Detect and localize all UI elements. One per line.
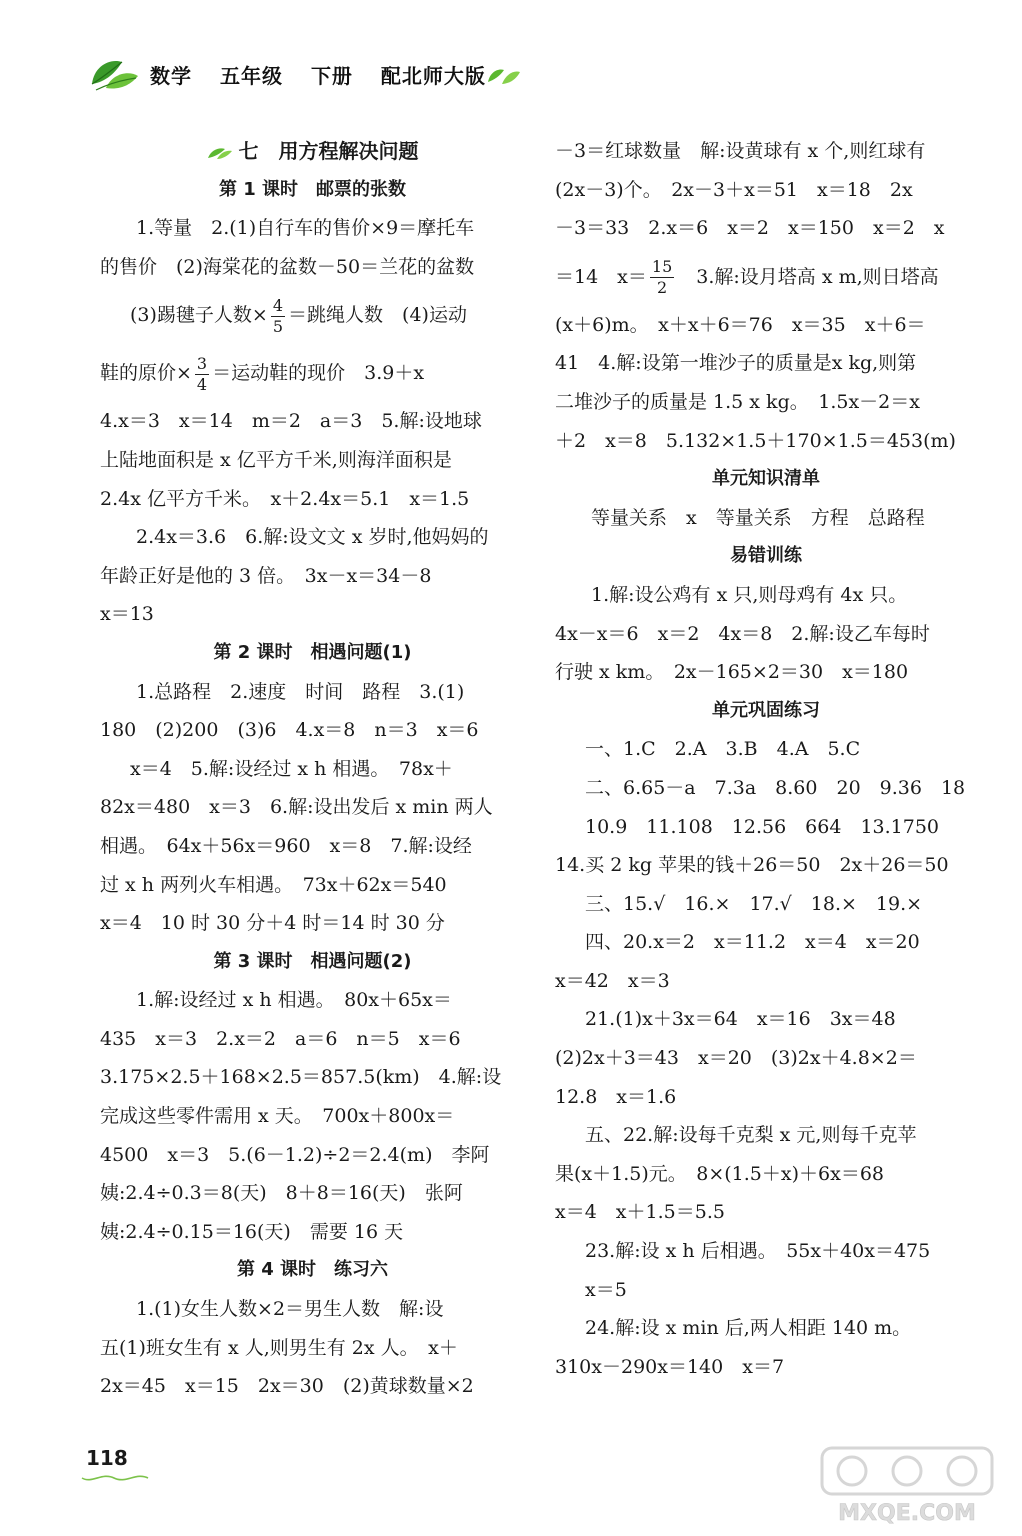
page-number: 118: [86, 1446, 128, 1470]
line-text: 一、1.C 2.A 3.B 4.A 5.C: [585, 738, 861, 761]
answer-line: [555, 499, 977, 538]
answer-line: [100, 981, 525, 1020]
fraction-numerator: 15: [651, 257, 673, 277]
line-text: 果(x＋1.5)元。 8×(1.5＋x)＋6x＝68: [555, 1162, 885, 1185]
answer-line: [555, 1078, 977, 1117]
line-text: (2x－3)个。 2x－3＋x＝51 x＝18 2x: [555, 178, 913, 201]
fraction-numerator: 3: [196, 353, 208, 373]
line-text: 1.(1)女生人数×2＝男生人数 解:设: [136, 1298, 444, 1321]
answer-line: [100, 344, 525, 402]
page-header: [88, 52, 538, 98]
answer-line: [555, 306, 977, 345]
fraction: [650, 257, 674, 298]
line-text: 完成这些零件需用 x 天。 700x＋800x＝: [100, 1105, 455, 1128]
answer-line: [555, 1039, 977, 1078]
line-text: 单元知识清单: [712, 468, 820, 490]
footer-swirl-icon: [80, 1472, 150, 1484]
line-text: 2x＝45 x＝15 2x＝30 (2)黄球数量×2: [100, 1375, 474, 1398]
answer-line: [100, 750, 525, 789]
line-text: 五、22.解:设每千克梨 x 元,则每千克苹: [585, 1124, 917, 1147]
line-text: 435 x＝3 2.x＝2 a＝6 n＝5 x＝6: [100, 1027, 461, 1050]
section-heading: [100, 943, 525, 982]
line-text: 82x＝480 x＝3 6.解:设出发后 x min 两人: [100, 796, 493, 819]
line-text: x＝42 x＝3: [555, 969, 670, 992]
answer-line: [100, 1136, 525, 1175]
header-volume: 下册: [310, 64, 353, 88]
small-leaves-icon: [486, 64, 522, 86]
answer-line: [555, 846, 977, 885]
answer-line: [100, 866, 525, 905]
line-text: 二、6.65－a 7.3a 8.60 20 9.36 18: [585, 776, 966, 799]
answer-line: [555, 422, 977, 461]
answer-line: [555, 1000, 977, 1039]
line-text: 4.x＝3 x＝14 m＝2 a＝3 5.解:设地球: [100, 410, 482, 433]
line-text: 二堆沙子的质量是 1.5 x kg。 1.5x－2＝x: [555, 390, 920, 413]
answer-line: [100, 1097, 525, 1136]
answer-line: [100, 1058, 525, 1097]
line-text: －3＝33 2.x＝6 x＝2 x＝150 x＝2 x: [555, 217, 945, 240]
line-text: 年龄正好是他的 3 倍。 3x－x＝34－8: [100, 564, 432, 587]
line-text: 姨:2.4÷0.15＝16(天) 需要 16 天: [100, 1220, 404, 1243]
watermark-logo: [812, 1442, 1002, 1526]
line-text: 单元巩固练习: [712, 699, 820, 721]
line-text: (2)2x＋3＝43 x＝20 (3)2x＋4.8×2＝: [555, 1047, 917, 1070]
fraction-denominator: 4: [196, 374, 208, 394]
answer-line: [555, 209, 977, 248]
line-text: 相遇。 64x＋56x＝960 x＝8 7.解:设经: [100, 834, 472, 857]
line-text: x＝4 5.解:设经过 x h 相遇。 78x＋: [130, 757, 453, 780]
line-text: 10.9 11.108 12.56 664 13.1750: [585, 815, 940, 838]
answer-line: [100, 1329, 525, 1368]
line-text: 23.解:设 x h 后相遇。 55x＋40x＝475: [585, 1240, 931, 1263]
answer-line: [100, 480, 525, 519]
answer-line: [100, 673, 525, 712]
answer-line: [555, 1271, 977, 1310]
line-text: 易错训练: [730, 545, 802, 567]
line-text: 1.解:设经过 x h 相遇。 80x＋65x＝: [136, 989, 452, 1012]
answer-line: [555, 344, 977, 383]
fraction-numerator: 4: [272, 295, 284, 315]
line-text: 21.(1)x＋3x＝64 x＝16 3x＝48: [585, 1008, 896, 1031]
answer-line: [555, 171, 977, 210]
line-text: 2.4x＝3.6 6.解:设文文 x 岁时,他妈妈的: [136, 526, 489, 549]
line-text: 七 用方程解决问题: [238, 139, 419, 163]
fraction: [271, 296, 285, 337]
line-text: x＝5: [585, 1278, 627, 1301]
section-heading: [555, 460, 977, 499]
fraction-denominator: 5: [272, 316, 284, 336]
answer-line: [555, 1309, 977, 1348]
leaf-logo-icon: [88, 54, 140, 94]
line-text: 180 (2)200 (3)6 4.x＝8 n＝3 x＝6: [100, 719, 479, 742]
answer-line: [100, 518, 525, 557]
answer-line: [100, 788, 525, 827]
answer-line: [555, 132, 977, 171]
page-footer: [86, 1446, 166, 1486]
section-heading: [100, 171, 525, 210]
section-heading: [555, 692, 977, 731]
answer-line: [555, 383, 977, 422]
answer-line: [100, 711, 525, 750]
line-text: x＝4 10 时 30 分＋4 时＝14 时 30 分: [100, 912, 445, 935]
answer-line: [555, 808, 977, 847]
section-heading: [100, 634, 525, 673]
line-text: ＝跳绳人数 (4)运动: [288, 304, 467, 327]
answer-line: [100, 286, 525, 344]
answer-line: [100, 248, 525, 287]
line-text: 鞋的原价×: [100, 362, 192, 385]
answer-line: [100, 1213, 525, 1252]
line-text: 2.4x 亿平方千米。 x＋2.4x＝5.1 x＝1.5: [100, 487, 470, 510]
fraction-denominator: 2: [656, 278, 668, 298]
line-text: ＝运动鞋的现价 3.9＋x: [212, 362, 425, 385]
answer-line: [100, 1290, 525, 1329]
answer-line: [555, 653, 977, 692]
line-text: ＝14 x＝: [555, 265, 647, 288]
line-text: 行驶 x km。 2x－165×2＝30 x＝180: [555, 661, 909, 684]
header-subject: 数学: [150, 64, 192, 88]
answer-line: [555, 885, 977, 924]
answer-line: [555, 576, 977, 615]
watermark-text: MXQE.COM: [838, 1501, 976, 1526]
header-grade: 五年级: [219, 64, 283, 88]
line-text: 3.解:设月塔高 x m,则日塔高: [677, 265, 939, 288]
answer-line: [100, 827, 525, 866]
line-text: 过 x h 两列火车相遇。 73x＋62x＝540: [100, 873, 447, 896]
line-text: 第 2 课时 相遇问题(1): [213, 641, 412, 663]
line-text: 五(1)班女生有 x 人,则男生有 2x 人。 x＋: [100, 1336, 458, 1359]
section-heading: [555, 537, 977, 576]
line-text: 41 4.解:设第一堆沙子的质量是x kg,则第: [555, 352, 917, 375]
line-text: 1.总路程 2.速度 时间 路程 3.(1): [136, 680, 465, 703]
line-text: 第 4 课时 练习六: [236, 1259, 389, 1281]
answer-line: [100, 209, 525, 248]
line-text: 姨:2.4÷0.3＝8(天) 8＋8＝16(天) 张阿: [100, 1182, 463, 1205]
answer-line: [555, 1348, 977, 1387]
chapter-leaf-icon: [207, 146, 233, 160]
line-text: 第 3 课时 相遇问题(2): [213, 950, 412, 972]
line-text: ＋2 x＝8 5.132×1.5＋170×1.5＝453(m): [555, 429, 956, 452]
line-text: 1.解:设公鸡有 x 只,则母鸡有 4x 只。: [591, 583, 908, 606]
section-heading: [100, 1251, 525, 1290]
left-column: [100, 132, 525, 1406]
line-text: 第 1 课时 邮票的张数: [218, 178, 407, 200]
line-text: 24.解:设 x min 后,两人相距 140 m。: [585, 1317, 912, 1340]
section-heading: [100, 132, 525, 171]
answer-line: [555, 248, 977, 306]
answer-line: [555, 730, 977, 769]
answer-line: [555, 1116, 977, 1155]
line-text: 三、15.√ 16.× 17.√ 18.× 19.×: [585, 892, 923, 915]
line-text: 310x－290x＝140 x＝7: [555, 1355, 785, 1378]
line-text: 的售价 (2)海棠花的盆数－50＝兰花的盆数: [100, 255, 475, 278]
line-text: 上陆地面积是 x 亿平方千米,则海洋面积是: [100, 448, 452, 471]
answer-line: [100, 904, 525, 943]
answer-line: [100, 441, 525, 480]
line-text: 等量关系 x 等量关系 方程 总路程: [591, 506, 925, 529]
line-text: 4x－x＝6 x＝2 4x＝8 2.解:设乙车每时: [555, 622, 930, 645]
answer-line: [555, 923, 977, 962]
line-text: (x＋6)m。 x＋x＋6＝76 x＝35 x＋6＝: [555, 313, 926, 336]
line-text: 12.8 x＝1.6: [555, 1085, 677, 1108]
answer-line: [555, 1232, 977, 1271]
answer-line: [100, 1020, 525, 1059]
line-text: x＝13: [100, 603, 154, 626]
line-text: 3.175×2.5＋168×2.5＝857.5(km) 4.解:设: [100, 1066, 502, 1089]
answer-line: [100, 1367, 525, 1406]
line-text: x＝4 x＋1.5＝5.5: [555, 1201, 725, 1224]
right-column: [555, 132, 977, 1386]
answer-line: [555, 615, 977, 654]
fraction: [195, 354, 209, 395]
answer-line: [100, 557, 525, 596]
header-edition: 配北师大版: [380, 64, 486, 88]
answer-line: [555, 962, 977, 1001]
answer-line: [100, 1174, 525, 1213]
line-text: (3)踢毽子人数×: [130, 304, 268, 327]
answer-line: [100, 595, 525, 634]
line-text: －3＝红球数量 解:设黄球有 x 个,则红球有: [555, 140, 926, 162]
line-text: 1.等量 2.(1)自行车的售价×9＝摩托车: [136, 217, 475, 240]
answer-line: [555, 1193, 977, 1232]
answer-line: [555, 769, 977, 808]
answer-line: [555, 1155, 977, 1194]
line-text: 14.买 2 kg 苹果的钱＋26＝50 2x＋26＝50: [555, 854, 949, 877]
answer-line: [100, 402, 525, 441]
line-text: 四、20.x＝2 x＝11.2 x＝4 x＝20: [585, 931, 920, 954]
line-text: 4500 x＝3 5.(6－1.2)÷2＝2.4(m) 李阿: [100, 1143, 490, 1166]
